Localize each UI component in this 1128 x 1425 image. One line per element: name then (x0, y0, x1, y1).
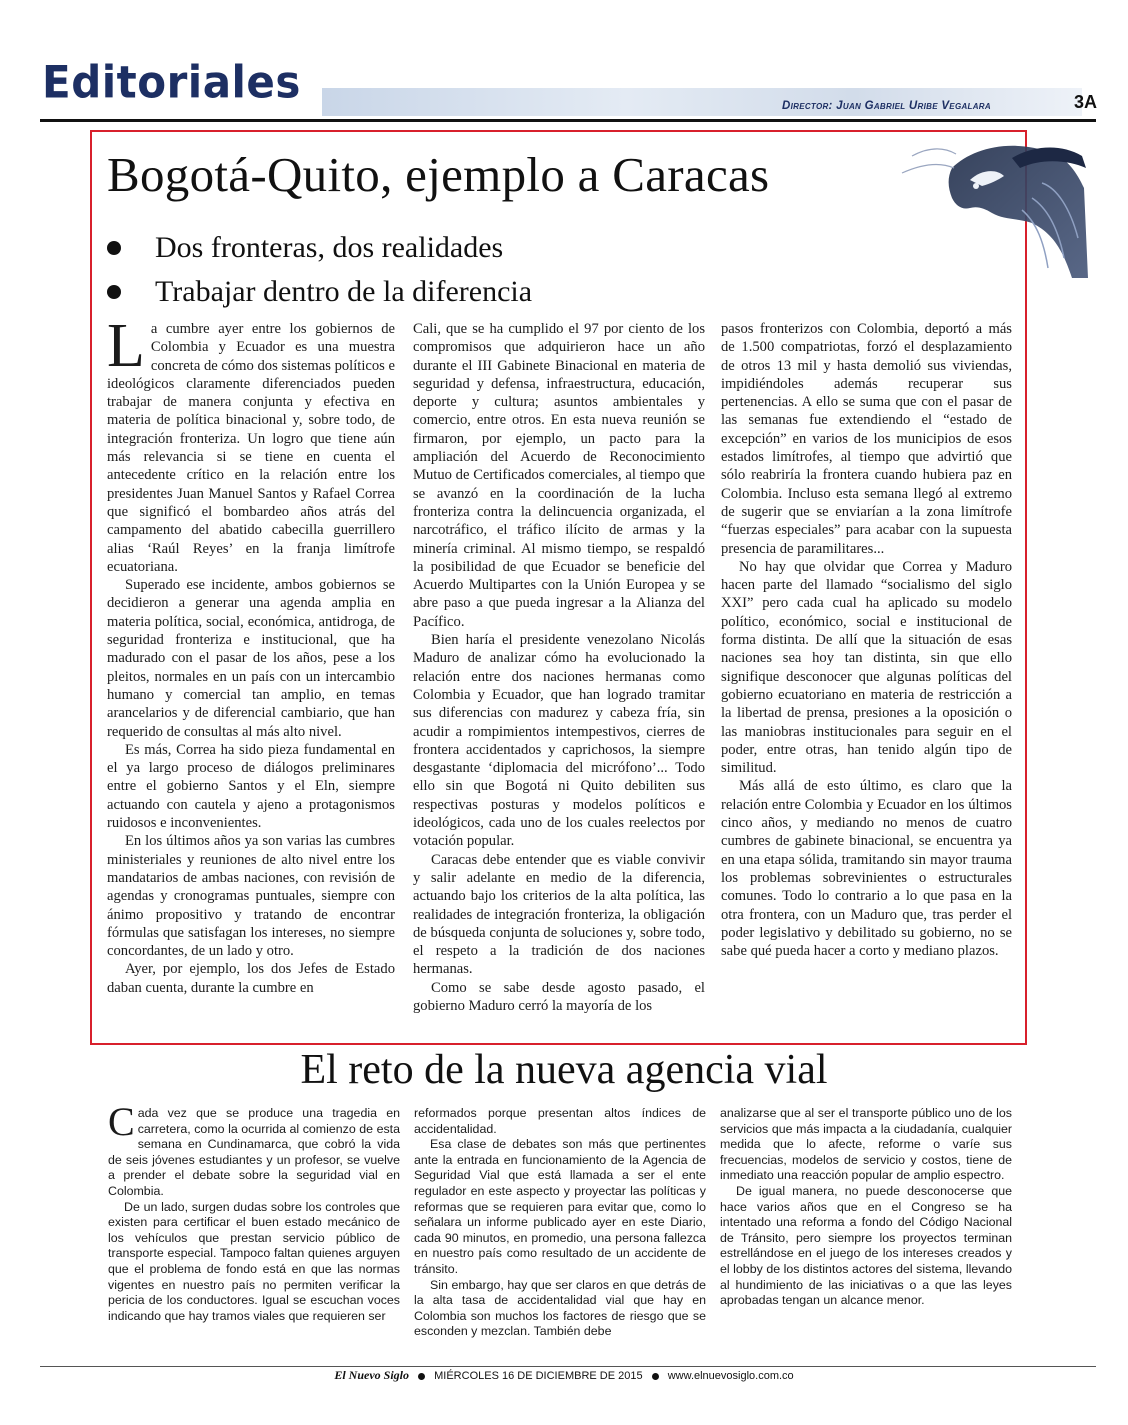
paragraph: Esa clase de debates son más que pertinentes ante la entrada en funcionamiento de la Agencia de Seguridad Vial que está llamada a ser el ente regulador en este aspecto y proyectar las políticas y reformas que se requieren para evitar que, como lo señalara un informe publicado ayer en este Diario, cada 90 minutos, en promedio, una persona fallezca en nuestro país como resultado de un accidente de tránsito. (414, 1137, 706, 1276)
drop-cap: L (107, 312, 145, 380)
editorial2-column-1 (108, 1099, 400, 1324)
director-credit: Director: Juan Gabriel Uribe Vegalara (782, 100, 991, 112)
editorial-title-2: El reto de la nueva agencia vial (300, 1047, 828, 1093)
drop-cap: C (108, 1099, 135, 1144)
paragraph: Ayer, por ejemplo, los dos Jefes de Estado daban cuenta, durante la cumbre en (107, 961, 395, 996)
paragraph: pasos fronterizos con Colombia, deportó a más de 1.500 compatriotas, forzó el desplazamiento de otros 13 mil y hasta demolió sus viviendas, impidiéndoles además recuperar sus pertenencias. A ello se suma que con el pasar de las semanas fue extendiendo el “estado de excepción” en varios de los municipios de esos estados limítrofes, al tiempo que advirtió que sólo reabriría la frontera cuando hubiera paz en Colombia. Incluso esta semana llegó al extremo de sugerir que se enviarían a la zona limítrofe “fuerzas especiales” para acabar con la supuesta presencia de paramilitares... (721, 321, 1012, 557)
editorial-column-3 (721, 320, 1012, 960)
editorial-column-2 (413, 320, 705, 1015)
subhead-item: Dos fronteras, dos realidades (107, 226, 532, 270)
paragraph: analizarse que al ser el transporte público uno de los servicios que más impacta a la ciudadanía, cualquier medida que lo afecte, reforme o varíe sus frecuencias, modelos de servicio y costos, tiene de inmediato una reacción popular de amplio espectro. (720, 1106, 1012, 1183)
editorial-column-1 (107, 312, 395, 997)
bullet-dot-icon (107, 285, 121, 299)
paragraph: En los últimos años ya son varias las cumbres ministeriales y reuniones de alto nivel entre los mandatarios de ambas naciones, con revisión de agendas y cronogramas puntuales, siempre con ánimo propositivo y tratando de encontrar fórmulas que satisfagan los intereses, no siempre concordantes, de un lado y otro. (107, 833, 395, 960)
publication-date: MIÉRCOLES 16 DE DICIEMBRE DE 2015 (434, 1370, 643, 1382)
page-footer (0, 1368, 1128, 1383)
footer-rule (40, 1366, 1096, 1367)
bullet-dot-icon (107, 241, 121, 255)
horses-logo-icon (892, 128, 1092, 288)
paragraph: Sin embargo, hay que ser claros en que detrás de la alta tasa de accidentalidad vial que hay en Colombia son muchos los factores de riesgo que se esconden y mezclan. También debe (414, 1277, 706, 1339)
paragraph: Cada vez que se produce una tragedia en carretera, como la ocurrida al comienzo de esta semana en Cundinamarca, que cobró la vida de seis jóvenes estudiantes y un profesor, se vuelve a prender el debate sobre la seguridad vial en Colombia. (108, 1099, 400, 1198)
separator-dot-icon (652, 1373, 659, 1380)
subhead-item: Trabajar dentro de la diferencia (107, 270, 532, 314)
newspaper-name: El Nuevo Siglo (334, 1368, 409, 1382)
editorial-subheads (107, 226, 532, 314)
paragraph: Más allá de esto último, es claro que la relación entre Colombia y Ecuador en los últimos cinco años, y mediando no menos de cuatro cumbres de gabinete binacional, se encuentra ya en una etapa sólida, tramitando sin mayor trauma los problemas sobrevinientes o estructurales comunes. Todo lo contrario a lo que pasa en la otra frontera, con un Maduro que, tras perder el poder legislativo y debilitado su gobierno, no se sabe qué pueda hacer a corto y mediano plazos. (721, 778, 1012, 960)
paragraph: reformados porque presentan altos índices de accidentalidad. (414, 1106, 706, 1136)
page-number: 3A (1074, 92, 1098, 112)
editorial2-column-2 (414, 1106, 706, 1340)
paragraph: Bien haría el presidente venezolano Nicolás Maduro de analizar cómo ha evolucionado la relación entre dos naciones hermanas como Colombia y Ecuador, que han logrado tramitar sus diferencias con madurez y cabeza fría, sin acudir a rompimientos intempestivos, cierres de frontera accidentados y caprichosos, la siempre desgastante ‘diplomacia del micrófono’... Todo ello sin que Bogotá ni Quito debiliten sus respectivas posturas y modelos políticos e ideológicos, cada uno de los cuales reelectos por votación popular. (413, 632, 705, 850)
paragraph: No hay que olvidar que Correa y Maduro hacen parte del llamado “socialismo del siglo XXI” pero cada cual ha aplicado su modelo político, económico, social e institucional de forma distinta. De allí que la situación de esas naciones sea hoy tan distinta, sin que ello signifique desconocer que algunas políticas del gobierno ecuatoriano en materia de restricción a la libertad de prensa, presiones a la oposición o las maniobras institucionales para seguir en el poder, entre otras, han tenido algún tipo de similitud. (721, 558, 1012, 777)
paragraph: La cumbre ayer entre los gobiernos de Colombia y Ecuador es una muestra concreta de cómo dos sistemas políticos e ideológicos claramente diferenciados pueden trabajar de manera conjunta y efectiva en materia de política binacional y, sobre todo, de integración fronteriza. Un logro que tiene aún más relevancia si se tiene en cuenta el antecedente crítico en la relación entre los presidentes Juan Manuel Santos y Rafael Correa que significó el bombardeo años atrás del campamento del abatido cabecilla guerrillero alias ‘Raúl Reyes’ en la franja limítrofe ecuatoriana. (107, 312, 395, 575)
header-rule (40, 119, 1096, 122)
editorial2-column-3 (720, 1106, 1012, 1309)
paragraph: Caracas debe entender que es viable convivir y salir adelante en medio de la diferencia, actuando bajo los criterios de la alta política, las realidades de integración fronteriza, la obligación de búsqueda conjunta de soluciones y, sobre todo, el respeto a la tradición de dos naciones hermanas. (413, 851, 705, 978)
paragraph: Es más, Correa ha sido pieza fundamental en el ya largo proceso de diálogos preliminares entre el gobierno Santos y el Eln, siempre actuando con cautela y ajeno a protagonismos ruidosos e inconvenientes. (107, 741, 395, 832)
section-title: Editoriales (42, 56, 301, 109)
website-link[interactable]: www.elnuevosiglo.com.co (667, 1370, 794, 1382)
editorial-title: Bogotá-Quito, ejemplo a Caracas (107, 147, 770, 202)
paragraph: De igual manera, no puede desconocerse que hace varios años que en el Congreso se ha intentado una reforma a fondo del Código Nacional de Tránsito, pero siempre los proyectos terminan estrellándose en el juego de los intereses creados y el lobby de los distintos actores del sistema, llevando al hundimiento de las iniciativas o a que las leyes aprobadas tengan un alcance menor. (720, 1183, 1012, 1308)
paragraph: Cali, que se ha cumplido el 97 por ciento de los compromisos que adquirieron hace un año durante el III Gabinete Binacional en materia de seguridad y defensa, infraestructura, educación, deporte y cultura; asuntos ambientales y comercio, entre otros. En esta nueva reunión se firmaron, por ejemplo, un pacto para la ampliación del Acuerdo de Reconocimiento Mutuo de Certificados comerciales, al tiempo que se avanzó en la coordinación de la lucha fronteriza contra la delincuencia organizada, el narcotráfico, el tráfico ilícito de armas y la minería criminal. Al mismo tiempo, se respaldó la posibilidad de que Ecuador se beneficie del Acuerdo Multipartes con la Unión Europea y se abre paso a que pueda ingresar a la Alianza del Pacífico. (413, 321, 705, 630)
paragraph: Como se sabe desde agosto pasado, el gobierno Maduro cerró la mayoría de los (413, 979, 705, 1014)
separator-dot-icon (418, 1373, 425, 1380)
paragraph: Superado ese incidente, ambos gobiernos se decidieron a generar una agenda amplia en materia política, social, económica, antidroga, de seguridad fronteriza e institucional, que ha madurado con el pasar de los años, pese a los pleitos, normales en un país con un intercambio humano y comercial tan amplio, en temas arancelarios y de diferencial cambiario, que han requerido de consultas al más alto nivel. (107, 577, 395, 740)
paragraph: De un lado, surgen dudas sobre los controles que existen para certificar el buen estado mecánico de los vehículos que prestan servicio público de transporte especial. Tampoco faltan quienes arguyen que el problema de fondo está en que las normas vigentes en nuestro país no permiten verificar la pericia de los conductores. Igual se escuchan voces indicando que hay tramos viales que requieren ser (108, 1199, 400, 1323)
